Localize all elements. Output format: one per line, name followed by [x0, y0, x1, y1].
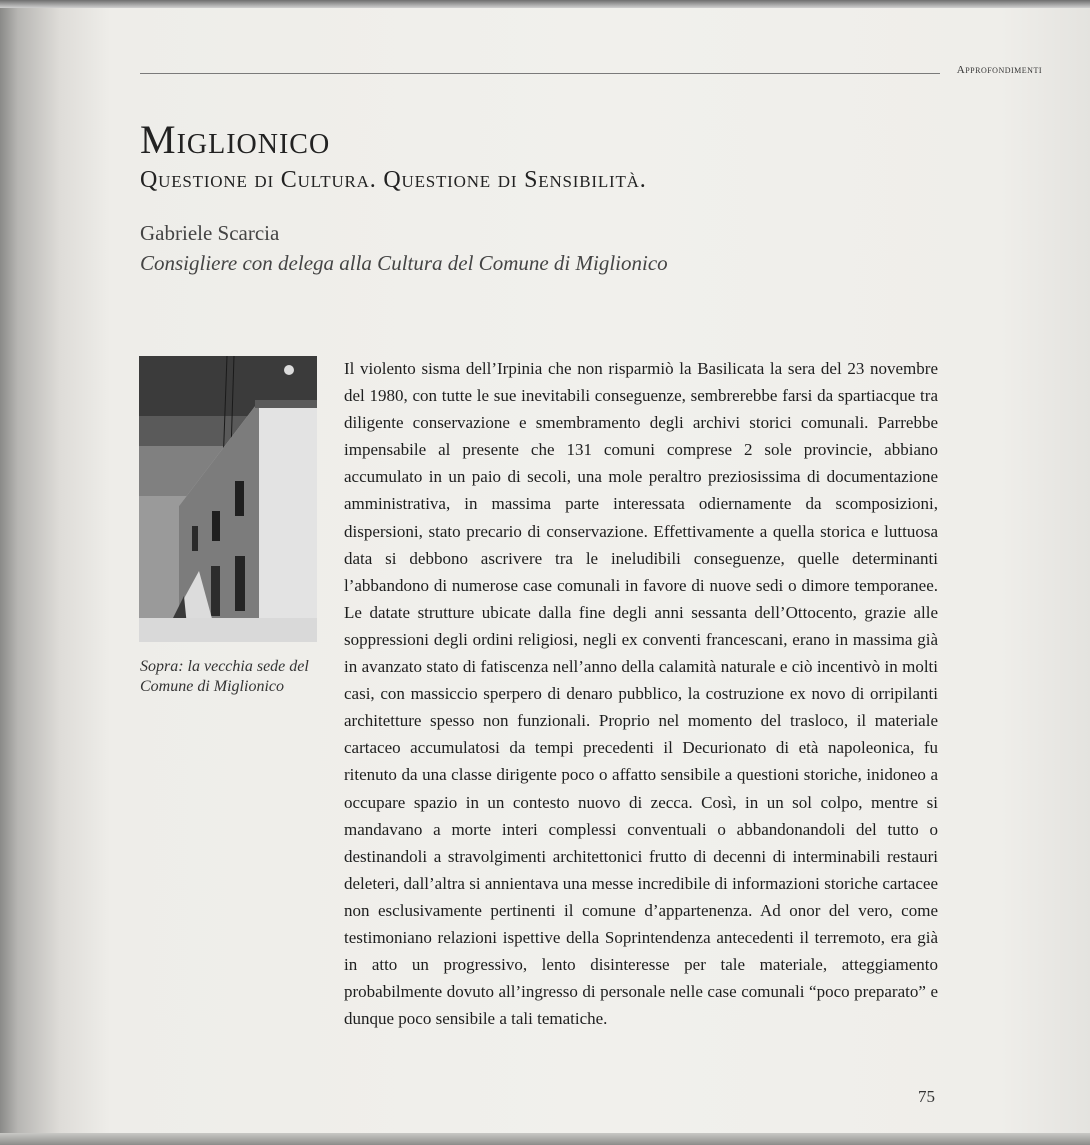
- building-illustration: [139, 356, 317, 642]
- author-role: Consigliere con delega alla Cultura del Comune di Miglionico: [140, 251, 668, 275]
- section-label: Approfondimenti: [956, 64, 1042, 76]
- author-name: Gabriele Scarcia: [140, 221, 280, 245]
- page-number: 75: [918, 1087, 935, 1106]
- article-body: Il violento sisma dell’Irpinia che non risparmiò la Basilicata la sera del 23 novembre del 1980, con tutte le sue inevitabili conseguenze, sembrerebbe farsi da spartiacque tra diligente conservazione e smembramento degli archivi storici comunali. Parrebbe impensabile al presente che 131 comuni comprese 2 sole provincie, abbiano accumulato in un paio di secoli, una mole peraltro preziosissima di documentazione amministrativa, in massima parte interessata odiernamente da scomposizioni, dispersioni, stato precario di conservazione. Effettivamente a quella storica e luttuosa data si debbono ascrivere tra le ineludibili conseguenze, quelle determinanti l’abbandono di numerose case comunali in favore di nuove sedi o dimore temporanee. Le datate strutture ubicate dalla fine degli anni sessanta dell’Ottocento, grazie alle soppressioni degli ordini religiosi, negli ex conventi francescani, erano in massima già in avanzato stato di fatiscenza nell’anno della calamità naturale e ciò incentivò in molti casi, con massiccio sperpero di denaro pubblico, la costruzione ex novo di orripilanti architetture spesso non funzionali. Proprio nel momento del trasloco, il materiale cartaceo accumulatosi da tempi precedenti il Decurionato di età napoleonica, fu ritenuto da una classe dirigente poco o affatto sensibile a questioni storiche, inidoneo a occupare spazio in un contesto nuovo di zecca. Così, in un sol colpo, mentre si mandavano a morte interi complessi conventuali o abbandonandoli del tutto o destinandoli a stravolgimenti architettonici frutto di decenni di interminabili restauri deleteri, dall’altra si annientava una messe incredibile di informazioni storiche cartacee non esclusivamente pertinenti il comune d’appartenenza. Ad onor del vero, come testimoniano relazioni ispettive della Soprintendenza antecedenti il terremoto, era già in atto un progressivo, lento disinteresse per tale materiale, atteggiamento probabilmente dovuto all’ingresso di personale nelle case comunali “poco preparato” e dunque poco sensibile a tali tematiche.: [344, 359, 938, 1029]
- town-hall-photo: [139, 356, 317, 642]
- photo-caption: Sopra: la vecchia sede del Comune di Miglionico: [140, 658, 309, 695]
- page-top-edge: [0, 0, 1090, 8]
- page-bottom-edge: [0, 1133, 1090, 1145]
- article-title: Miglionico: [140, 117, 331, 162]
- header-rule: [140, 73, 940, 74]
- article-subtitle: Questione di Cultura. Questione di Sensibilità.: [140, 167, 647, 193]
